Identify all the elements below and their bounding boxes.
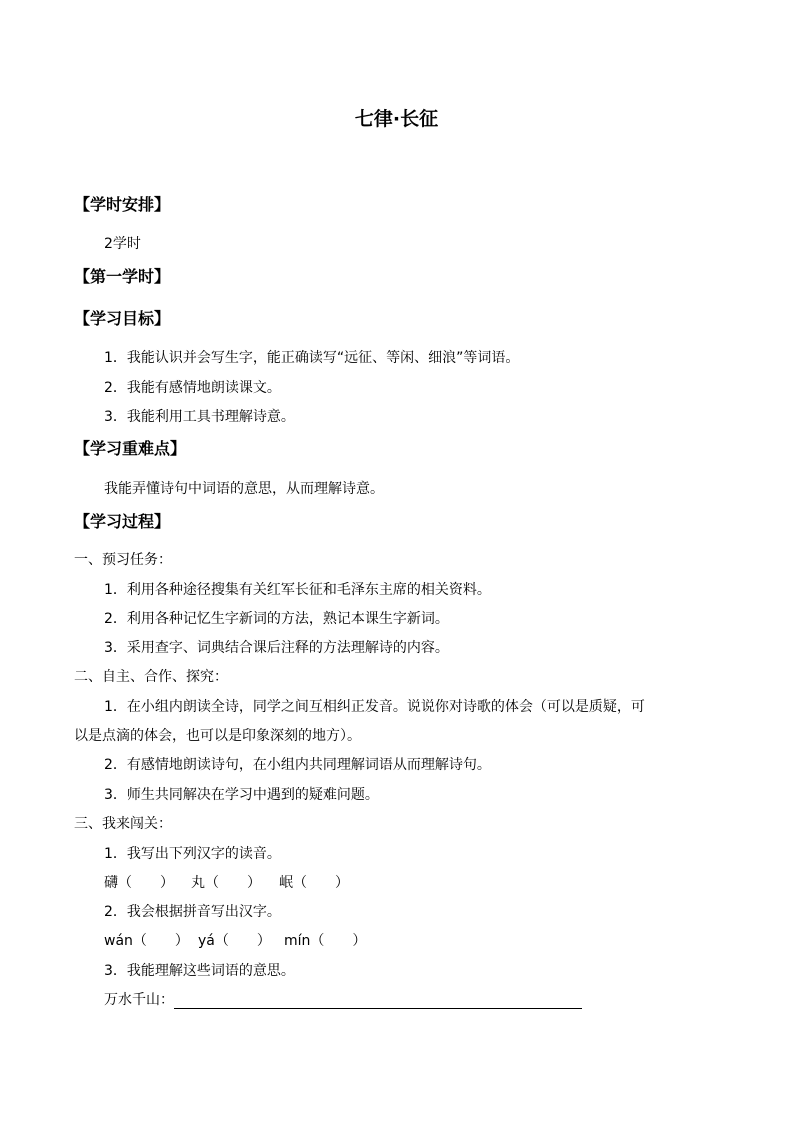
part2-item1-line1: 1．在小组内朗读全诗，同学之间互相纠正发音。说说你对诗歌的体会（可以是质疑，可	[104, 699, 645, 715]
part1-item: 1．利用各种途径搜集有关红军长征和毛泽东主席的相关资料。	[104, 582, 491, 598]
part1-title: 一、预习任务：	[74, 552, 172, 568]
goals-heading: 【学习目标】	[74, 309, 171, 328]
key-points-heading: 【学习重难点】	[74, 439, 187, 458]
part2-item: 3．师生共同解决在学习中遇到的疑难问题。	[104, 787, 379, 803]
part1-item: 2．利用各种记忆生字新词的方法，熟记本课生字新词。	[104, 611, 449, 627]
goal-item: 2．我能有感情地朗读课文。	[104, 380, 281, 396]
part2-title: 二、自主、合作、探究：	[74, 669, 228, 685]
q2-blank: mín（ ）	[284, 933, 367, 949]
part3-title: 三、我来闯关：	[74, 816, 172, 832]
q3-term-row	[104, 989, 582, 1009]
page-title: 七律·长征	[354, 108, 439, 130]
process-heading: 【学习过程】	[74, 512, 171, 531]
key-points-text: 我能弄懂诗句中词语的意思，从而理解诗意。	[104, 481, 384, 497]
first-period-heading: 【第一学时】	[74, 267, 171, 286]
q1-blank: 丸（ ）	[191, 875, 261, 891]
answer-line[interactable]	[174, 994, 582, 1009]
question-3: 3．我能理解这些词语的意思。	[104, 963, 295, 979]
schedule-value: 2学时	[104, 236, 141, 252]
part2-item: 2．有感情地朗读诗句，在小组内共同理解词语从而理解诗句。	[104, 757, 491, 773]
part1-item: 3．采用查字、词典结合课后注释的方法理解诗的内容。	[104, 640, 449, 656]
q1-blank: 岷（ ）	[279, 875, 349, 891]
q2-blank: wán（ ）	[104, 933, 189, 949]
question-1: 1．我写出下列汉字的读音。	[104, 846, 281, 862]
goal-item: 3．我能利用工具书理解诗意。	[104, 409, 295, 425]
q2-blank: yá（ ）	[198, 933, 271, 949]
q1-blank: 礴（ ）	[104, 875, 174, 891]
goal-item: 1．我能认识并会写生字，能正确读写“远征、等闲、细浪”等词语。	[104, 350, 520, 366]
question-2: 2．我会根据拼音写出汉字。	[104, 904, 281, 920]
q3-term: 万水千山：	[104, 992, 174, 1008]
schedule-heading: 【学时安排】	[74, 195, 171, 214]
part2-item1-line2: 以是点滴的体会，也可以是印象深刻的地方）。	[74, 728, 361, 744]
